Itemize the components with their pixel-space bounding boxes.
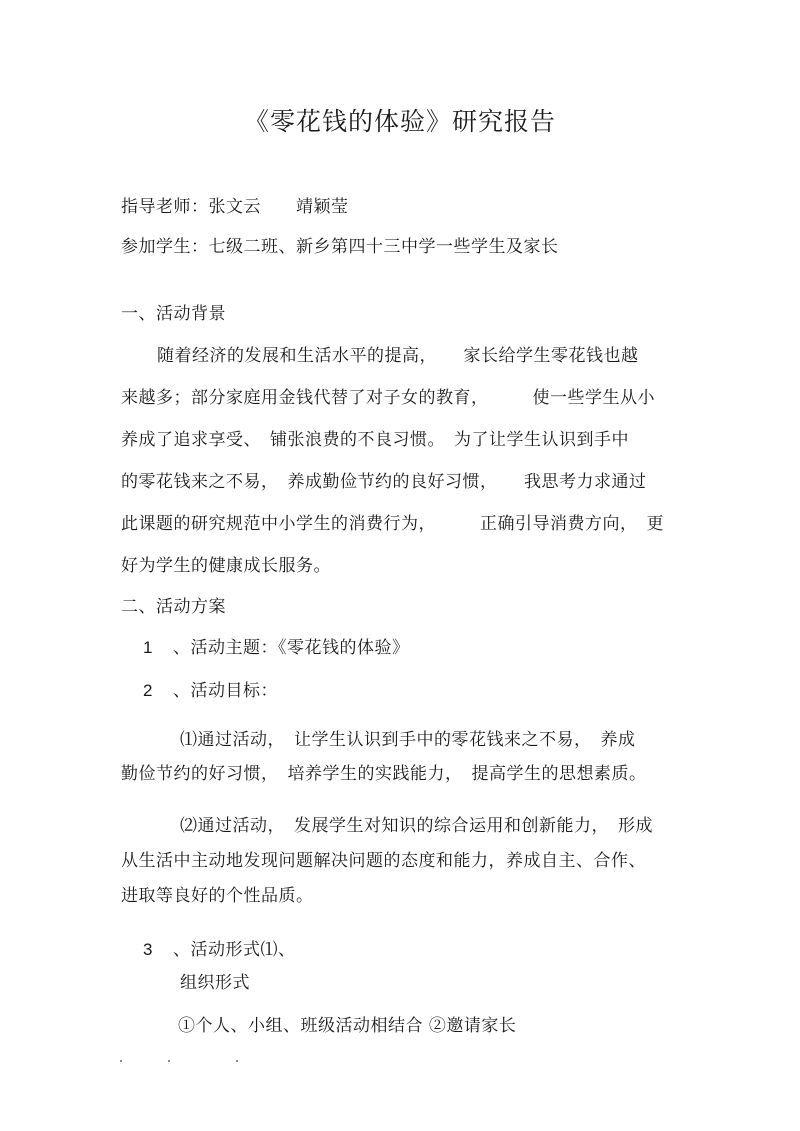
paragraph-line: 随着经济的发展和生活水平的提高， 家长给学生零花钱也越 bbox=[157, 346, 639, 366]
item-text: 、活动主题：《零花钱的体验》 bbox=[173, 638, 410, 658]
plan-item-1 bbox=[143, 637, 410, 659]
goal-line: 从生活中主动地发现问题解决问题的态度和能力，养成自主、合作、 bbox=[121, 851, 646, 871]
goal-line: 勤俭节约的好习惯， 培养学生的实践能力， 提高学生的思想素质。 bbox=[121, 764, 647, 784]
footer-dot bbox=[120, 1060, 122, 1062]
plan-item-3 bbox=[143, 939, 296, 961]
advisors-line: 指导老师：张文云 靖颖莹 bbox=[121, 197, 349, 217]
footer-dot bbox=[168, 1060, 170, 1062]
paragraph-line: 好为学生的健康成长服务。 bbox=[121, 556, 331, 576]
item-text: 、活动形式⑴、 bbox=[173, 940, 296, 960]
item-subline: 组织形式 bbox=[180, 973, 250, 993]
section-heading-background: 一、活动背景 bbox=[121, 304, 226, 324]
item-number: 3 bbox=[143, 940, 153, 959]
goal-line: 进取等良好的个性品质。 bbox=[121, 886, 314, 906]
page-footer-marks bbox=[120, 1060, 250, 1066]
paragraph-line: 此课题的研究规范中小学生的消费行为， 正确引导消费方向， 更 bbox=[121, 514, 664, 534]
paragraph-line: 来越多；部分家庭用金钱代替了对子女的教育， 使一些学生从小 bbox=[121, 388, 655, 408]
item-number: 2 bbox=[143, 681, 153, 700]
plan-item-2 bbox=[143, 680, 278, 702]
paragraph-line: 的零花钱来之不易， 养成勤俭节约的良好习惯， 我思考力求通过 bbox=[121, 472, 647, 492]
participants-line: 参加学生：七级二班、新乡第四十三中学一些学生及家长 bbox=[121, 237, 559, 257]
section-heading-plan: 二、活动方案 bbox=[121, 597, 226, 617]
paragraph-line: 养成了追求享受、 铺张浪费的不良习惯。 为了让学生认识到手中 bbox=[121, 430, 629, 450]
item-detail-line: ①个人、小组、班级活动相结合 ②邀请家长 bbox=[178, 1016, 517, 1036]
footer-dot bbox=[236, 1060, 238, 1062]
goal-line: ⑵通过活动， 发展学生对知识的综合运用和创新能力， 形成 bbox=[180, 816, 653, 836]
page-title: 《零花钱的体验》研究报告 bbox=[243, 107, 556, 136]
item-number: 1 bbox=[143, 638, 153, 657]
goal-line: ⑴通过活动， 让学生认识到手中的零花钱来之不易， 养成 bbox=[180, 730, 636, 750]
item-text: 、活动目标： bbox=[173, 681, 278, 701]
